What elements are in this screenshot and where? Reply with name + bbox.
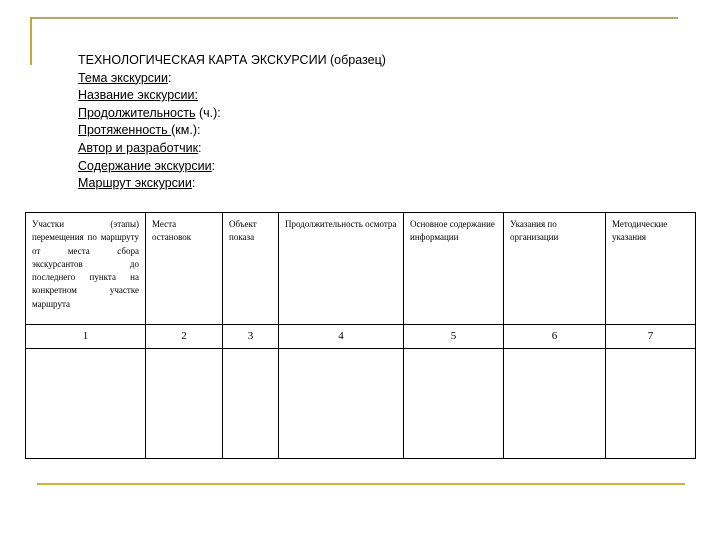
table-header-row bbox=[26, 213, 696, 325]
header-methodical: Методические указания bbox=[606, 213, 696, 325]
field-label: Автор и разработчик bbox=[78, 140, 199, 155]
header-route-segments: Участки (этапы) перемещения по маршруту от места сбора экскурсантов до последнего пункта на конкретном участке маршрута bbox=[26, 213, 146, 325]
blank-cell bbox=[504, 349, 606, 459]
column-number: 7 bbox=[606, 325, 696, 349]
field-route bbox=[78, 175, 678, 193]
field-label: Тема экскурсии bbox=[78, 70, 169, 85]
field-label: Содержание экскурсии bbox=[78, 158, 212, 173]
header-organization: Указания по организации bbox=[504, 213, 606, 325]
column-number: 2 bbox=[146, 325, 223, 349]
blank-cell bbox=[606, 349, 696, 459]
column-number: 5 bbox=[404, 325, 504, 349]
field-content bbox=[78, 158, 678, 176]
header-content: Основное содержание информации bbox=[404, 213, 504, 325]
field-suffix: : bbox=[211, 158, 216, 173]
blank-cell bbox=[26, 349, 146, 459]
table-blank-row bbox=[26, 349, 696, 459]
blank-cell bbox=[404, 349, 504, 459]
blank-cell bbox=[146, 349, 223, 459]
field-length bbox=[78, 122, 678, 140]
field-suffix: (км.): bbox=[171, 123, 201, 138]
field-label: Название экскурсии: bbox=[78, 88, 198, 103]
document-title: ТЕХНОЛОГИЧЕСКАЯ КАРТА ЭКСКУРСИИ (образец) bbox=[78, 53, 386, 67]
column-number: 4 bbox=[279, 325, 404, 349]
decorative-bottom-rule bbox=[37, 483, 685, 485]
excursion-map-table bbox=[25, 212, 696, 459]
field-name bbox=[78, 87, 678, 105]
field-label: Маршрут экскурсии bbox=[78, 176, 192, 191]
column-number: 6 bbox=[504, 325, 606, 349]
blank-cell bbox=[223, 349, 279, 459]
header-object: Объект показа bbox=[223, 213, 279, 325]
field-suffix: : bbox=[198, 140, 202, 155]
field-suffix: : bbox=[168, 70, 172, 85]
blank-cell bbox=[279, 349, 404, 459]
column-number: 3 bbox=[223, 325, 279, 349]
field-author bbox=[78, 140, 678, 158]
decorative-left-rule bbox=[30, 17, 32, 65]
document-header bbox=[78, 52, 678, 193]
column-number: 1 bbox=[26, 325, 146, 349]
decorative-top-rule bbox=[30, 17, 678, 19]
table-number-row bbox=[26, 325, 696, 349]
field-label: Протяженность bbox=[78, 123, 172, 138]
header-stops: Места остановок bbox=[146, 213, 223, 325]
field-label: Продолжительность bbox=[78, 105, 196, 120]
field-duration bbox=[78, 105, 678, 123]
header-duration: Продолжительность осмотра bbox=[279, 213, 404, 325]
field-suffix: (ч.): bbox=[195, 105, 221, 120]
field-topic bbox=[78, 70, 678, 88]
field-suffix: : bbox=[191, 176, 196, 191]
